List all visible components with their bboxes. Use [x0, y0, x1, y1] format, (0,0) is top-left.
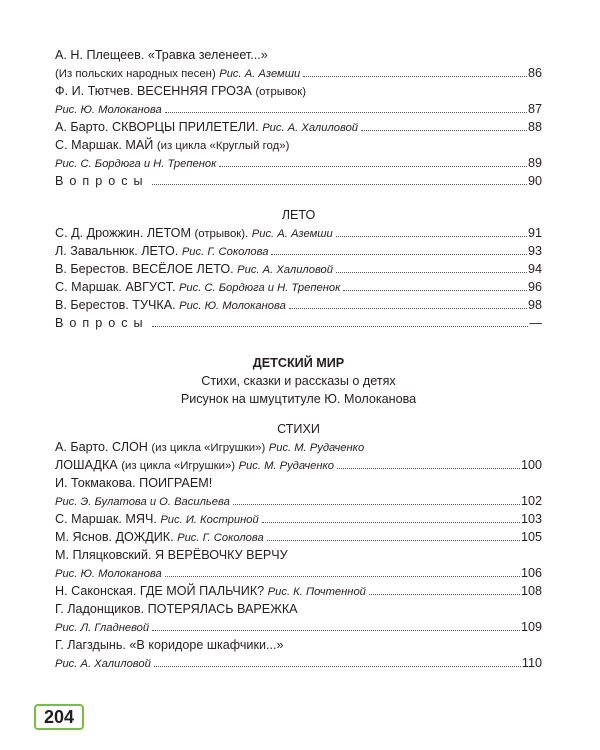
entry-illustrator: Рис. К. Почтенной: [267, 586, 366, 598]
entry-illustrator: Рис. Э. Булатова и О. Васильева: [55, 496, 230, 508]
entry-author: С. Маршак.: [55, 138, 122, 152]
entry-page-number: 103: [520, 512, 542, 526]
entry-author: С. Маршак.: [55, 280, 122, 294]
leader-dots: [267, 540, 520, 541]
section-heading-poems: СТИХИ: [277, 422, 320, 436]
entry-author: А. Н. Плещеев.: [55, 48, 145, 62]
entry-author: С. Д. Дрожжин.: [55, 226, 144, 240]
entry-note: (из цикла «Круглый год»): [156, 140, 290, 152]
entry-page-number: 110: [521, 656, 542, 670]
toc-entry-line: [55, 172, 542, 190]
toc-entry-line: [55, 46, 542, 64]
entry-illustrator: Рис. Ю. Молоканова: [55, 568, 162, 580]
entry-page-number: 94: [527, 262, 542, 276]
entry-author: И. Токмакова.: [55, 476, 136, 490]
entry-page-number: 86: [527, 66, 542, 80]
leader-dots: [289, 308, 527, 309]
entry-title: ЛЕТО.: [141, 244, 179, 258]
leader-dots: [152, 326, 529, 327]
entry-page-number: 100: [520, 458, 542, 472]
entry-page-number: 90: [527, 174, 542, 188]
toc-entry-line: [55, 118, 542, 136]
entry-title: ПОТЕРЯЛАСЬ ВАРЕЖКА: [147, 602, 298, 616]
entry-page-number: 88: [527, 120, 542, 134]
toc-entry-line: [55, 564, 542, 582]
entry-title: ГДЕ МОЙ ПАЛЬЧИК?: [139, 584, 265, 598]
entry-title: ТУЧКА.: [132, 298, 176, 312]
entry-author: Г. Лагздынь.: [55, 638, 126, 652]
leader-dots: [152, 630, 520, 631]
entry-page-number: 91: [527, 226, 542, 240]
leader-dots: [303, 76, 527, 77]
entry-author: А. Барто.: [55, 120, 109, 134]
entry-note: (отрывок).: [194, 228, 249, 240]
entry-illustrator: Рис. С. Бордюга и Н. Трепенок: [178, 282, 341, 294]
entry-title: ВЕСЁЛОЕ ЛЕТО.: [132, 262, 234, 276]
questions-label: Вопросы: [55, 316, 149, 330]
toc-entry-line: [55, 100, 542, 118]
toc-entry-line: [55, 224, 542, 242]
leader-dots: [361, 130, 527, 131]
entry-title: СЛОН: [112, 440, 148, 454]
entry-author: В. Берестов.: [55, 298, 129, 312]
entry-author: С. Маршак.: [55, 512, 122, 526]
entry-illustrator: Рис. А. Халиловой: [237, 264, 333, 276]
entry-page-number: 105: [520, 530, 542, 544]
part-illustration-note: Рисунок на шмуцтитуле Ю. Молоканова: [180, 392, 417, 406]
entry-illustrator: Рис. А. Халиловой: [55, 658, 151, 670]
section-heading-summer: ЛЕТО: [281, 208, 316, 222]
part-subtitle: Стихи, сказки и рассказы о детях: [201, 374, 396, 388]
entry-author: В. Берестов.: [55, 262, 129, 276]
entry-note: (Из польских народных песен): [55, 68, 216, 80]
toc-entry-line: [55, 474, 542, 492]
toc-entry-line: [55, 456, 542, 474]
part-heading-kids-world: ДЕТСКИЙ МИР: [252, 356, 345, 370]
entry-author: Н. Саконская.: [55, 584, 137, 598]
entry-author: Л. Завальнюк.: [55, 244, 138, 258]
entry-title: АВГУСТ.: [125, 280, 176, 294]
leader-dots: [165, 576, 520, 577]
entry-illustrator: Рис. И. Костриной: [160, 514, 259, 526]
page-number-badge: 204: [34, 704, 84, 730]
entry-author: Ф. И. Тютчев.: [55, 84, 134, 98]
entry-page-number: 109: [520, 620, 542, 634]
leader-dots: [343, 290, 527, 291]
entry-note: (отрывок): [255, 86, 307, 98]
entry-author: М. Яснов.: [55, 530, 113, 544]
toc-entry-line: [55, 546, 542, 564]
leader-dots: [337, 468, 520, 469]
leader-dots: [165, 112, 527, 113]
toc-entry-line: [55, 82, 542, 100]
toc-entry-line: [55, 242, 542, 260]
toc-entry-line: [55, 296, 542, 314]
entry-title: МЯЧ.: [125, 512, 157, 526]
entry-author: А. Барто.: [55, 440, 109, 454]
entry-illustrator: Рис. А. Халиловой: [262, 122, 359, 134]
toc-entry-line: [55, 438, 542, 456]
entry-illustrator: Рис. Ю. Молоканова: [55, 104, 162, 116]
leader-dots: [219, 166, 527, 167]
leader-dots: [152, 184, 527, 185]
toc-entry-line: [55, 636, 542, 654]
entry-note: (из цикла «Игрушки»): [121, 460, 236, 472]
entry-title: ЛЕТОМ: [146, 226, 191, 240]
entry-title: «В коридоре шкафчики...»: [129, 638, 284, 652]
entry-illustrator: Рис. С. Бордюга и Н. Трепенок: [55, 158, 217, 170]
leader-dots: [271, 254, 527, 255]
entry-title: СКВОРЦЫ ПРИЛЕТЕЛИ.: [112, 120, 259, 134]
questions-label: Вопросы: [55, 174, 149, 188]
entry-page-number: 89: [527, 156, 542, 170]
toc-entry-line: [55, 510, 542, 528]
toc-entry-line: [55, 528, 542, 546]
leader-dots: [369, 594, 520, 595]
entry-illustrator: Рис. А. Аземши: [219, 68, 301, 80]
toc-entry-line: [55, 314, 542, 332]
entry-page-number: 96: [527, 280, 542, 294]
toc-entry-line: [55, 654, 542, 672]
toc-entry-line: [55, 618, 542, 636]
entry-page-number: 93: [527, 244, 542, 258]
entry-title: МАЙ: [125, 138, 154, 152]
entry-author: М. Пляцковский.: [55, 548, 152, 562]
entry-title: «Травка зеленеет...»: [147, 48, 268, 62]
toc-entry-line: [55, 260, 542, 278]
entry-page-number: —: [529, 316, 542, 330]
entry-illustrator: Рис. М. Рудаченко: [268, 442, 365, 454]
toc-entry-line: [55, 154, 542, 172]
entry-page-number: 98: [527, 298, 542, 312]
table-of-contents: [55, 46, 542, 672]
entry-title: Я ВЕРЁВОЧКУ ВЕРЧУ: [155, 548, 288, 562]
entry-illustrator: Рис. Г. Соколова: [177, 532, 264, 544]
toc-entry-line: [55, 600, 542, 618]
entry-author: Г. Ладонщиков.: [55, 602, 145, 616]
entry-illustrator: Рис. А. Аземши: [251, 228, 333, 240]
entry-title: ВЕСЕННЯЯ ГРОЗА: [136, 84, 252, 98]
entry-illustrator: Рис. Ю. Молоканова: [179, 300, 286, 312]
leader-dots: [154, 666, 521, 667]
toc-entry-line: [55, 582, 542, 600]
entry-page-number: 102: [520, 494, 542, 508]
entry-note: (из цикла «Игрушки»): [151, 442, 266, 454]
leader-dots: [336, 236, 527, 237]
entry-illustrator: Рис. Г. Соколова: [181, 246, 269, 258]
toc-entry-line: [55, 136, 542, 154]
leader-dots: [262, 522, 520, 523]
entry-illustrator: Рис. Л. Гладневой: [55, 622, 150, 634]
leader-dots: [233, 504, 520, 505]
toc-entry-line: [55, 278, 542, 296]
entry-page-number: 106: [520, 566, 542, 580]
entry-title: ДОЖДИК.: [115, 530, 174, 544]
leader-dots: [336, 272, 527, 273]
toc-entry-line: [55, 64, 542, 82]
toc-entry-line: [55, 492, 542, 510]
entry-title: ПОИГРАЕМ!: [139, 476, 213, 490]
entry-page-number: 108: [520, 584, 542, 598]
entry-page-number: 87: [527, 102, 542, 116]
entry-illustrator: Рис. М. Рудаченко: [238, 460, 334, 472]
entry-title: ЛОШАДКА: [55, 458, 118, 472]
